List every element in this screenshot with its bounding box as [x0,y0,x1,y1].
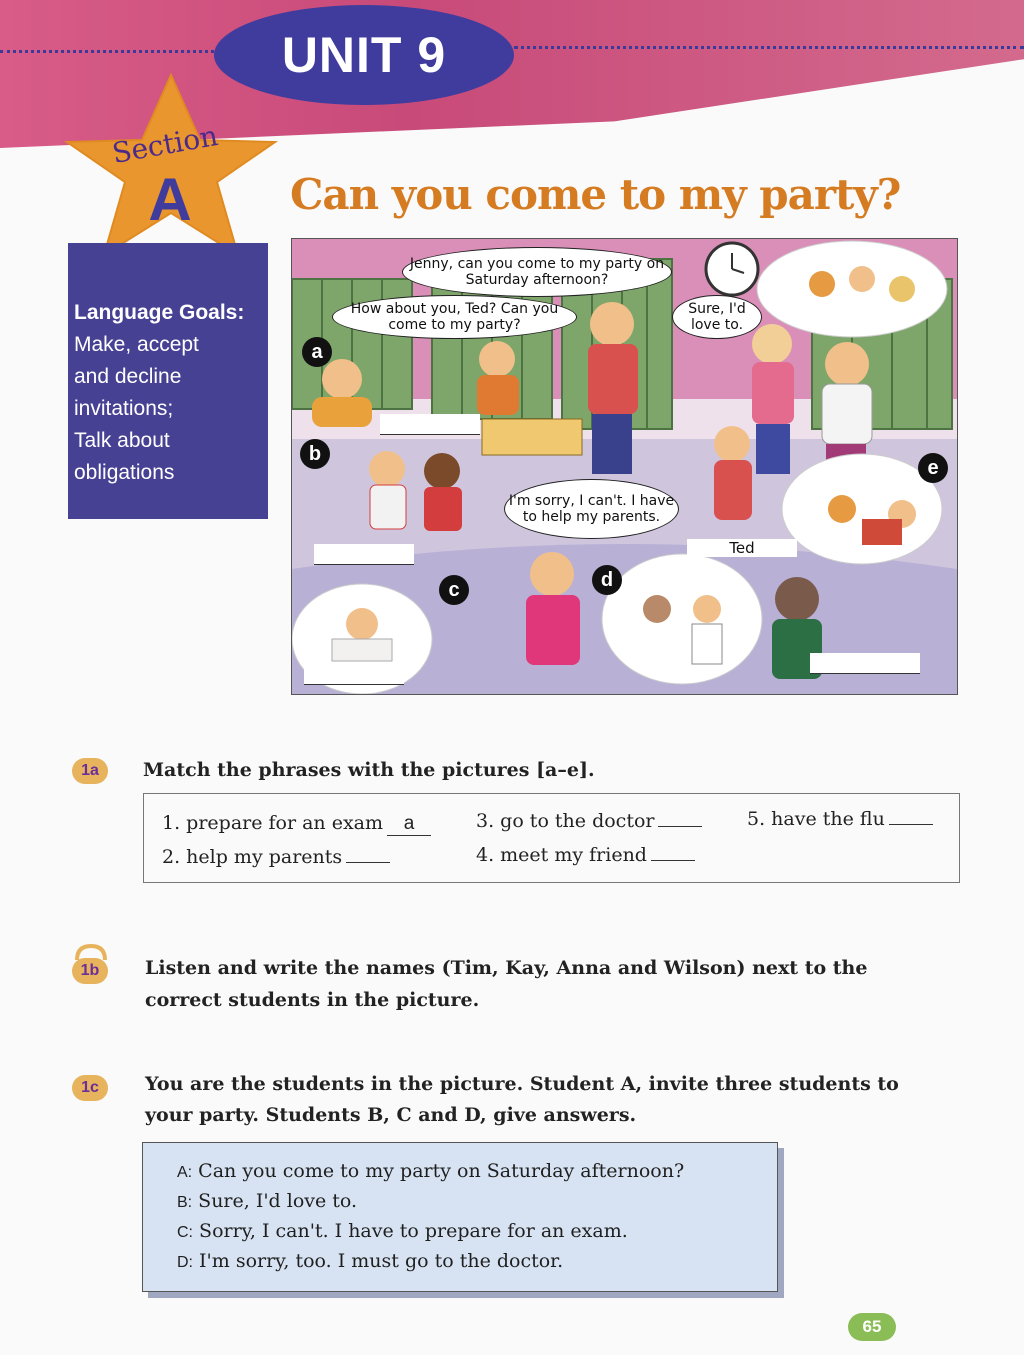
activity-1b-badge: 1b [72,958,108,984]
speech-bubble-sure: Sure, I'd love to. [672,295,762,339]
dialog-line-a: A: Can you come to my party on Saturday afternoon? [177,1160,685,1182]
match-item-4: 4. meet my friend [476,844,695,866]
picture-label-a: a [302,337,332,367]
picture-label-e: e [918,453,948,483]
name-blank-c[interactable] [304,664,404,685]
answer-blank-3[interactable] [658,826,702,827]
answer-blank-4[interactable] [651,860,695,861]
answer-blank-5[interactable] [889,824,933,825]
activity-1c-badge: 1c [72,1075,108,1101]
dialog-line-b: B: Sure, I'd love to. [177,1190,358,1212]
speech-bubble-ted: How about you, Ted? Can you come to my party? [332,295,577,339]
picture-label-b: b [300,439,330,469]
name-tag-ted: Ted [687,539,797,557]
page-number: 65 [848,1313,896,1341]
answer-blank-1[interactable]: a [387,813,431,836]
match-item-5: 5. have the flu [747,808,933,830]
language-goals-line: obligations [74,461,175,484]
answer-blank-2[interactable] [346,862,390,863]
match-phrases-box [143,793,960,883]
language-goals-box [68,243,268,519]
language-goals-line: Talk about [74,429,170,452]
party-illustration [291,238,958,695]
activity-1b-instruction-line1: Listen and write the names (Tim, Kay, Anna and Wilson) next to the [145,957,868,979]
language-goals-line: invitations; [74,397,174,420]
name-blank-b[interactable] [314,544,414,565]
name-blank-a[interactable] [380,414,480,435]
picture-label-d: d [592,565,622,595]
section-letter: A [148,166,192,233]
sample-dialog-box [142,1142,778,1292]
speech-bubble-jenny: Jenny, can you come to my party on Saturday afternoon? [402,247,672,297]
picture-label-c: c [439,575,469,605]
speech-bubble-sorry: I'm sorry, I can't. I have to help my parents. [504,479,679,539]
header-dotted-line-left [0,50,214,53]
header-dotted-line-right [514,46,1024,49]
activity-1a-badge: 1a [72,758,108,784]
match-item-3: 3. go to the doctor [476,810,702,832]
activity-1a-instruction: Match the phrases with the pictures [a–e]. [143,759,595,781]
activity-1c-instruction-line2: your party. Students B, C and D, give answers. [145,1104,637,1126]
name-blank-d[interactable] [810,653,920,674]
match-item-1: 1. prepare for an exam a [162,812,431,836]
dialog-line-d: D: I'm sorry, too. I must go to the doctor. [177,1250,564,1272]
section-word: Section [109,119,221,170]
activity-1b-instruction-line2: correct students in the picture. [145,989,480,1011]
language-goals-line: and decline [74,365,182,388]
lesson-title: Can you come to my party? [290,170,901,219]
match-item-2: 2. help my parents [162,846,390,868]
language-goals-line: Make, accept [74,333,199,356]
headphones-icon [74,944,108,960]
language-goals-heading: Language Goals: [74,301,245,324]
activity-1c-instruction-line1: You are the students in the picture. Student A, invite three students to [145,1073,899,1095]
dialog-line-c: C: Sorry, I can't. I have to prepare for an exam. [177,1220,628,1242]
unit-title: UNIT 9 [214,5,514,105]
